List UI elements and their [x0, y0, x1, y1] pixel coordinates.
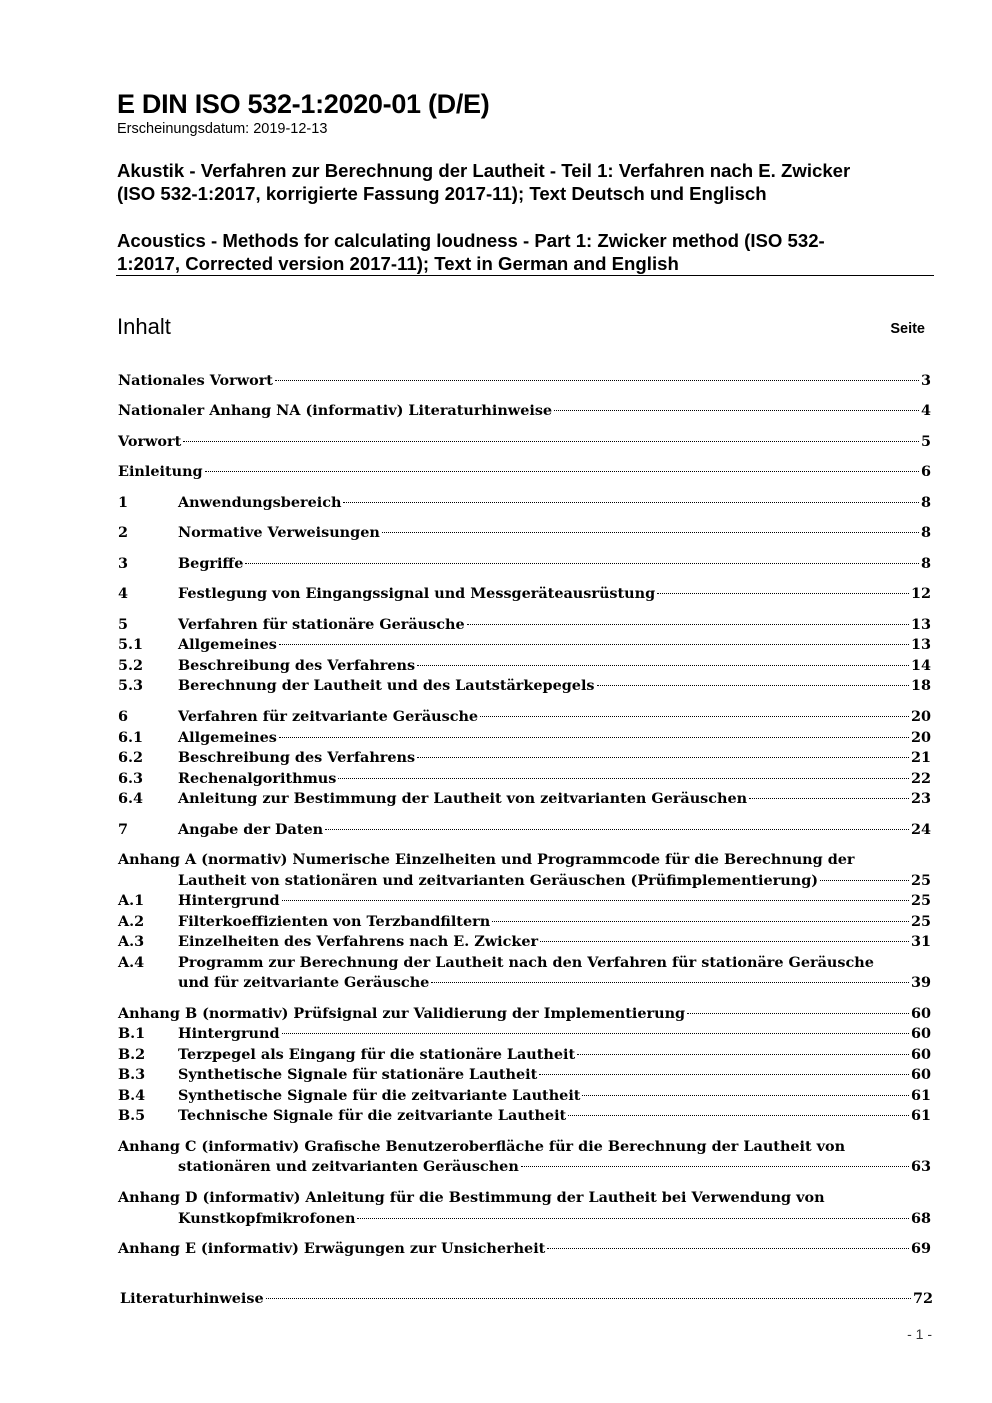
toc-entry-first-line[interactable]: Anhang C (informativ) Grafische Benutzeroberfläche für die Berechnung der Lautheit von	[118, 1138, 846, 1155]
toc-entry[interactable]	[118, 657, 931, 677]
toc-entry-number: A.3	[118, 933, 145, 950]
toc-entry[interactable]	[118, 913, 931, 933]
toc-entry[interactable]	[118, 770, 931, 790]
toc-leader	[687, 1013, 909, 1014]
toc-entry-label: Terzpegel als Eingang für die stationäre Lautheit	[178, 1046, 576, 1063]
toc-entry[interactable]	[118, 1066, 931, 1086]
toc-entry-page: 21	[910, 749, 931, 766]
title-german-line-2: (ISO 532-1:2017, korrigierte Fassung 2017-11); Text Deutsch und Englisch	[117, 183, 767, 204]
toc-entry[interactable]	[118, 790, 931, 810]
toc-entry-label: Festlegung von Eingangssignal und Messgeräteausrüstung	[178, 585, 656, 602]
toc-entry[interactable]	[118, 1046, 931, 1066]
toc-entry-number: 3	[118, 555, 129, 572]
toc-entry-label: Nationaler Anhang NA (informativ) Literaturhinweise	[118, 402, 553, 419]
toc-entry-page: 12	[910, 585, 931, 602]
toc-leader	[338, 778, 909, 779]
title-german-line-1: Akustik - Verfahren zur Berechnung der Lautheit - Teil 1: Verfahren nach E. Zwicker	[117, 160, 851, 181]
toc-leader	[343, 502, 919, 503]
toc-entry-number: 6.3	[118, 770, 144, 787]
toc-leader	[417, 757, 909, 758]
toc-leader	[540, 941, 909, 942]
toc-leader	[582, 1095, 909, 1096]
toc-entry-first-line[interactable]: Anhang D (informativ) Anleitung für die Bestimmung der Lautheit bei Verwendung von	[118, 1189, 825, 1206]
toc-entry-page: 25	[910, 872, 931, 889]
toc-entry-label: Allgemeines	[178, 729, 277, 746]
toc-entry[interactable]	[118, 555, 931, 575]
toc-entry-page: 69	[910, 1240, 931, 1257]
toc-entry-page: 60	[910, 1066, 931, 1083]
toc-entry-page: 25	[910, 892, 931, 909]
toc-entry-label: Einleitung	[118, 463, 203, 480]
toc-entry-label: Lautheit von stationären und zeitvarianten Geräuschen (Prüfimplementierung)	[178, 872, 819, 889]
toc-entry-page: 68	[910, 1210, 931, 1227]
toc-entry-page: 31	[910, 933, 931, 950]
toc-entry[interactable]	[118, 1240, 931, 1260]
toc-entry[interactable]	[118, 892, 931, 912]
toc-entry-label: Allgemeines	[178, 636, 277, 653]
toc-entry-number: B.2	[118, 1046, 146, 1063]
toc-entry-page: 8	[920, 524, 931, 541]
toc-entry-page: 25	[910, 913, 931, 930]
toc-entry-label: Literaturhinweise	[120, 1290, 264, 1307]
toc-entry-page: 22	[910, 770, 931, 787]
toc-entry[interactable]	[118, 1025, 931, 1045]
toc-entry-page: 61	[910, 1107, 931, 1124]
toc-entry-number: 7	[118, 821, 129, 838]
toc-entry-page: 13	[910, 636, 931, 653]
toc-entry-label: Hintergrund	[178, 1025, 280, 1042]
toc-leader	[749, 798, 909, 799]
toc-entry-label: Beschreibung des Verfahrens	[178, 749, 416, 766]
toc-leader	[431, 982, 909, 983]
toc-entry-number: A.4	[118, 954, 145, 971]
toc-leader	[279, 644, 909, 645]
toc-entry-label: Anhang B (normativ) Prüfsignal zur Validierung der Implementierung	[118, 1005, 686, 1022]
toc-entry[interactable]	[120, 1290, 933, 1310]
toc-entry-page: 4	[920, 402, 931, 419]
toc-entry-label: und für zeitvariante Geräusche	[178, 974, 430, 991]
toc-entry[interactable]	[118, 1210, 931, 1230]
toc-leader	[554, 410, 919, 411]
publication-date: Erscheinungsdatum: 2019-12-13	[117, 121, 328, 137]
toc-entry-page: 20	[910, 729, 931, 746]
toc-entry-number: 5.2	[118, 657, 144, 674]
toc-entry[interactable]	[118, 636, 931, 656]
toc-leader	[357, 1218, 909, 1219]
toc-entry-first-line[interactable]: Anhang A (normativ) Numerische Einzelheiten und Programmcode für die Berechnung der	[118, 851, 855, 868]
toc-entry-number: 6	[118, 708, 129, 725]
page-column-label: Seite	[890, 321, 925, 337]
toc-leader	[282, 900, 909, 901]
toc-entry-number: A.1	[118, 892, 145, 909]
toc-entry[interactable]	[118, 749, 931, 769]
toc-entry-page: 8	[920, 494, 931, 511]
table-of-contents	[118, 0, 931, 1403]
toc-entry[interactable]	[118, 524, 931, 544]
toc-entry-label: Anwendungsbereich	[178, 494, 342, 511]
toc-entry-page: 13	[910, 616, 931, 633]
toc-entry-label: Rechenalgorithmus	[178, 770, 337, 787]
toc-leader	[467, 624, 909, 625]
toc-entry-page: 8	[920, 555, 931, 572]
toc-entry-page: 72	[912, 1290, 933, 1307]
page-number: - 1 -	[907, 1326, 932, 1342]
toc-entry-number: 5.1	[118, 636, 144, 653]
toc-entry-number: B.4	[118, 1087, 146, 1104]
toc-leader	[577, 1054, 909, 1055]
toc-entry-label: Nationales Vorwort	[118, 372, 273, 389]
toc-leader	[279, 737, 909, 738]
toc-leader	[820, 880, 909, 881]
toc-entry-label: Begriffe	[178, 555, 244, 572]
toc-leader	[417, 665, 909, 666]
toc-entry-page: 39	[910, 974, 931, 991]
toc-entry[interactable]	[118, 677, 931, 697]
toc-heading: Inhalt	[117, 314, 171, 339]
toc-entry-number: B.3	[118, 1066, 146, 1083]
toc-entry-number: B.1	[118, 1025, 146, 1042]
toc-leader	[245, 563, 919, 564]
toc-entry-label: Synthetische Signale für die zeitvariante Lautheit	[178, 1087, 581, 1104]
toc-entry[interactable]	[118, 616, 931, 636]
toc-entry-label: Technische Signale für die zeitvariante Lautheit	[178, 1107, 567, 1124]
toc-leader	[521, 1166, 909, 1167]
toc-leader	[480, 716, 909, 717]
toc-entry[interactable]	[118, 433, 931, 453]
toc-entry-page: 18	[910, 677, 931, 694]
toc-entry-page: 61	[910, 1087, 931, 1104]
toc-entry-number: B.5	[118, 1107, 146, 1124]
toc-entry[interactable]	[118, 1107, 931, 1127]
toc-leader	[539, 1074, 909, 1075]
toc-entry[interactable]	[118, 494, 931, 514]
toc-entry-page: 5	[920, 433, 931, 450]
toc-entry-number: 4	[118, 585, 129, 602]
toc-leader	[275, 380, 919, 381]
toc-entry-page: 60	[910, 1005, 931, 1022]
toc-entry-label: Verfahren für stationäre Geräusche	[178, 616, 465, 633]
toc-leader	[382, 532, 919, 533]
toc-entry-label: Anleitung zur Bestimmung der Lautheit von zeitvarianten Geräuschen	[178, 790, 748, 807]
document-id: E DIN ISO 532-1:2020-01 (D/E)	[117, 89, 490, 119]
toc-leader	[597, 685, 909, 686]
toc-entry-label: stationären und zeitvarianten Geräuschen	[178, 1158, 519, 1175]
toc-entry[interactable]	[118, 821, 931, 841]
toc-entry[interactable]	[118, 1158, 931, 1178]
toc-entry-label: Filterkoeffizienten von Terzbandfiltern	[178, 913, 491, 930]
toc-entry[interactable]	[118, 585, 931, 605]
toc-entry-page: 60	[910, 1046, 931, 1063]
toc-leader	[657, 593, 909, 594]
toc-entry-label: Programm zur Berechnung der Lautheit nach den Verfahren für stationäre Geräusche	[178, 954, 874, 971]
toc-leader	[183, 441, 919, 442]
toc-entry-page: 6	[920, 463, 931, 480]
toc-leader	[547, 1248, 909, 1249]
toc-entry[interactable]	[118, 372, 931, 392]
toc-leader	[282, 1033, 909, 1034]
toc-entry-label: Kunstkopfmikrofonen	[178, 1210, 356, 1227]
title-english-line-1: Acoustics - Methods for calculating loudness - Part 1: Zwicker method (ISO 532-	[117, 230, 825, 251]
toc-leader	[568, 1115, 909, 1116]
toc-entry-page: 60	[910, 1025, 931, 1042]
toc-entry-label: Synthetische Signale für stationäre Lautheit	[178, 1066, 538, 1083]
toc-entry-page: 63	[910, 1158, 931, 1175]
toc-entry-page: 23	[910, 790, 931, 807]
toc-entry-label: Angabe der Daten	[178, 821, 324, 838]
toc-entry-label: Vorwort	[118, 433, 182, 450]
toc-entry-page: 24	[910, 821, 931, 838]
toc-entry[interactable]	[118, 708, 931, 728]
toc-entry[interactable]	[118, 463, 931, 483]
toc-entry[interactable]	[118, 1087, 931, 1107]
toc-entry-number: 5	[118, 616, 129, 633]
toc-entry-number: A.2	[118, 913, 145, 930]
toc-entry[interactable]	[118, 402, 931, 422]
toc-entry-number: 2	[118, 524, 129, 541]
toc-entry-label: Hintergrund	[178, 892, 280, 909]
toc-entry[interactable]	[118, 974, 931, 994]
toc-entry-label: Verfahren für zeitvariante Geräusche	[178, 708, 479, 725]
toc-entry-label: Einzelheiten des Verfahrens nach E. Zwicker	[178, 933, 539, 950]
toc-leader	[325, 829, 909, 830]
toc-entry[interactable]	[118, 933, 931, 953]
title-english-line-2: 1:2017, Corrected version 2017-11); Text in German and English	[117, 253, 679, 274]
toc-entry-label: Normative Verweisungen	[178, 524, 380, 541]
toc-entry-first-line[interactable]	[118, 954, 874, 974]
toc-entry-number: 6.4	[118, 790, 144, 807]
toc-entry[interactable]	[118, 872, 931, 892]
toc-entry-number: 1	[118, 494, 129, 511]
toc-leader	[205, 471, 919, 472]
toc-entry-label: Beschreibung des Verfahrens	[178, 657, 416, 674]
toc-entry-page: 3	[920, 372, 931, 389]
toc-entry[interactable]	[118, 1005, 931, 1025]
toc-entry-label: Berechnung der Lautheit und des Lautstärkepegels	[178, 677, 595, 694]
toc-leader	[266, 1298, 911, 1299]
toc-entry-label: Anhang E (informativ) Erwägungen zur Unsicherheit	[118, 1240, 546, 1257]
toc-entry-page: 14	[910, 657, 931, 674]
toc-entry-number: 6.1	[118, 729, 144, 746]
toc-entry-page: 20	[910, 708, 931, 725]
toc-entry-number: 5.3	[118, 677, 144, 694]
toc-entry-number: 6.2	[118, 749, 144, 766]
toc-entry[interactable]	[118, 729, 931, 749]
toc-leader	[492, 921, 909, 922]
